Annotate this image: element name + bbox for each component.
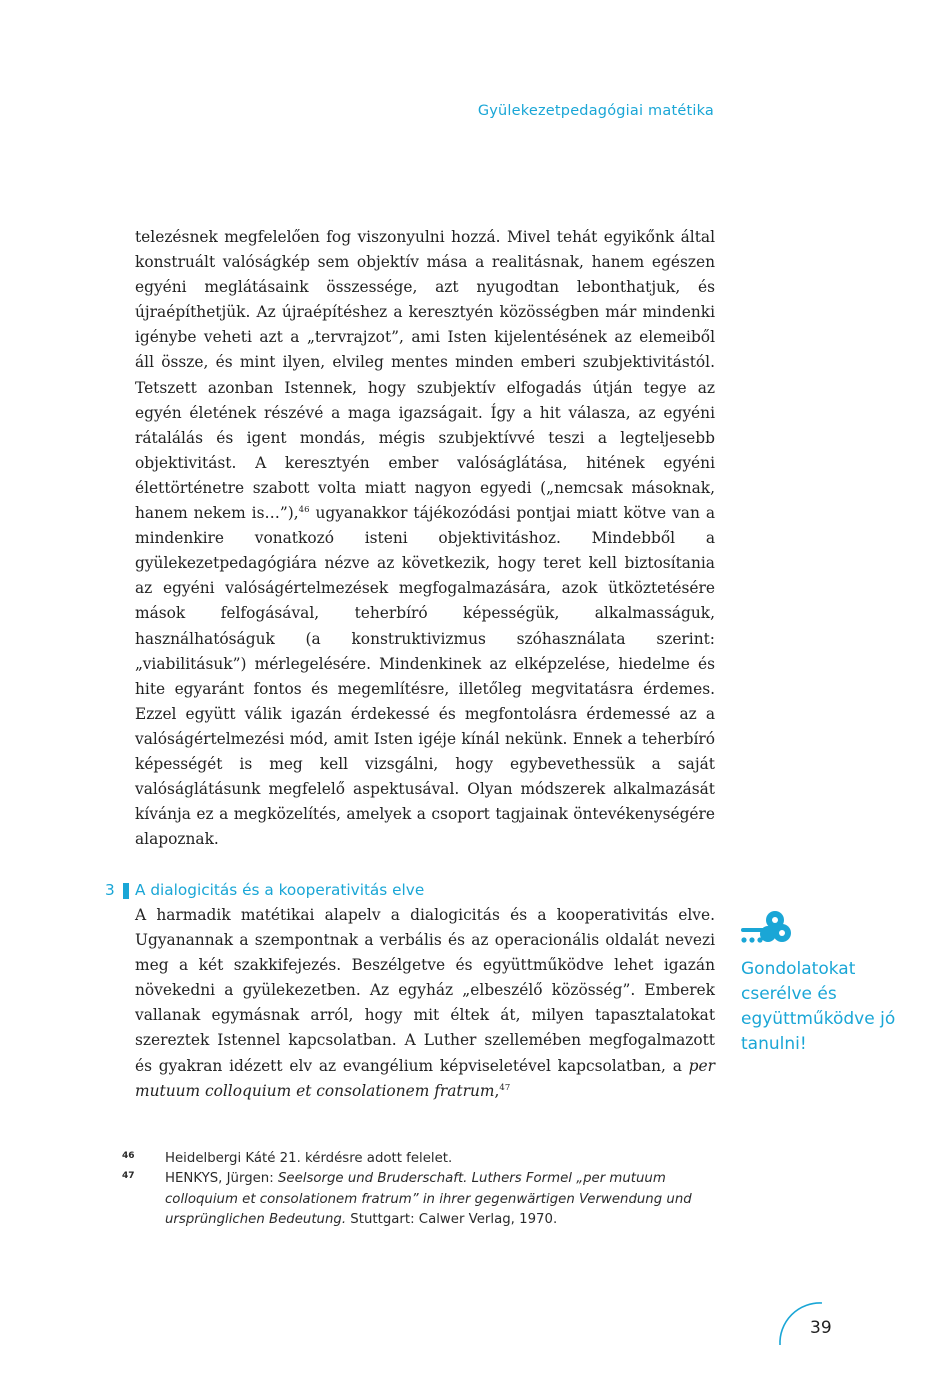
footnote-text: Heidelbergi Káté 21. kérdésre adott felelet. (165, 1151, 453, 1166)
section-text-part-1: A harmadik matétikai alapelv a dialogicitás és a kooperativitás elve. Ugyanannak a szempontnak a verbális és az operacionális oldalát nevezi meg a két szakkifejezés. Beszélgetve és együttműködve lehet igazán növekedni a gyülekezetben. Az egyház „elbeszélő közösség”. Emberek vallanak egymásnak arról, hogy mit éltek át, milyen tapasztalatokat szereztek Istennel kapcsolatban. A Luther szellemében megfogalmazott és gyakran idézett elv az evangélium képviseletével kapcsolatban, a (135, 906, 715, 1075)
footnote-text (165, 1169, 715, 1230)
body-text-part-2: ugyanakkor tájékozódási pontjai miatt kötve van a mindenkire vonatkozó isteni objektivitáshoz. Mindebből a gyülekezetpedagógiára nézve az következik, hogy teret kell biztosítania az egyéni valóságértelmezések megfogalmazására, azok ütköztetésére mások felfogásával, teherbíró képességük, alkalmasságuk, használhatóságuk (a konstruktivizmus szóhasználata szerint: „viabilitásuk”) mérlegelésére. Mindenkinek az elképzelése, hiedelme és hite egyaránt fontos és megemlítésre, illetőleg megvitatásra érdemes. Ezzel együtt válik igazán érdekessé és megfontolásra érdemessé az a valóságértelmezési mód, amit Isten igéje kínál nekünk. Ennek a teherbíró képességét is meg kell vizsgálni, hogy egybevethessük a saját valóságlátásunk megfelelő aspektusával. Olyan módszerek alkalmazását kívánja ez a megközelítés, amelyek a csoport tagjainak öntevékenységére alapoznak. (135, 504, 715, 849)
section-title: A dialogicitás és a kooperativitás elve (135, 881, 425, 899)
page-number: 39 (810, 1318, 832, 1338)
section-number: 3 (105, 881, 115, 899)
section-paragraph (135, 903, 715, 1104)
footnote-title: Seelsorge und Bruderschaft. Luthers Formel „per mutuum colloquium et consolationem fratrum” in ihrer gegenwärtigen Verwendung und ursprünglichen Bedeutung. (165, 1171, 692, 1227)
footnote-number: 47 (122, 1171, 135, 1182)
section-heading (105, 879, 725, 903)
exchange-dots-icon (740, 907, 796, 947)
footnote-46 (122, 1149, 715, 1169)
footnote-author: HENKYS, Jürgen: (165, 1171, 278, 1187)
footnote-number: 46 (122, 1151, 135, 1161)
section-text-part-2: , (494, 1081, 500, 1100)
body-paragraph (135, 225, 715, 852)
running-head: Gyülekezetpedagógiai matétika (477, 103, 714, 119)
footnotes (122, 1149, 715, 1230)
body-text-part-1: telezésnek megfelelően fog viszonyulni hozzá. Mivel tehát egyikőnk által konstruált valóságkép sem objektív mása a realitásnak, hanem egészen egyéni meglátásaink összessége, azt nyugodtan lebonthatjuk, és újraépíthetjük. Az újraépítéshez a keresztyén közösségben már mindenki igénybe veheti azt a „tervrajzot”, ami Isten kijelentésének az elemeiből áll össze, és mint ilyen, elvileg mentes minden emberi szubjektivitástól. Tetszett azonban Istennek, hogy szubjektív elfogadás útján tegye az egyén életének részévé a maga igazságait. Így a hit válasza, az egyéni rátalálás és igent mondás, mégis szubjektívvé teszi a legteljesebb objektivitást. A keresztyén ember valóságlátása, hitének egyéni élettörténetre szabott volta miatt nagyon egyedi („nemcsak másoknak, hanem nekem is…”), (135, 228, 715, 523)
section-marker-bar (123, 883, 129, 899)
latin-phrase: per mutuum colloquium et consolationem fratrum (135, 1056, 715, 1100)
side-note: Gondolatokat cserélve és együttműködve jó tanulni! (741, 959, 896, 1054)
footnote-publisher: Stuttgart: Calwer Verlag, 1970. (346, 1211, 558, 1227)
footnote-ref-46[interactable]: 46 (298, 505, 310, 516)
footnote-ref-47[interactable]: 47 (499, 1082, 511, 1093)
footnote-47 (122, 1169, 715, 1230)
